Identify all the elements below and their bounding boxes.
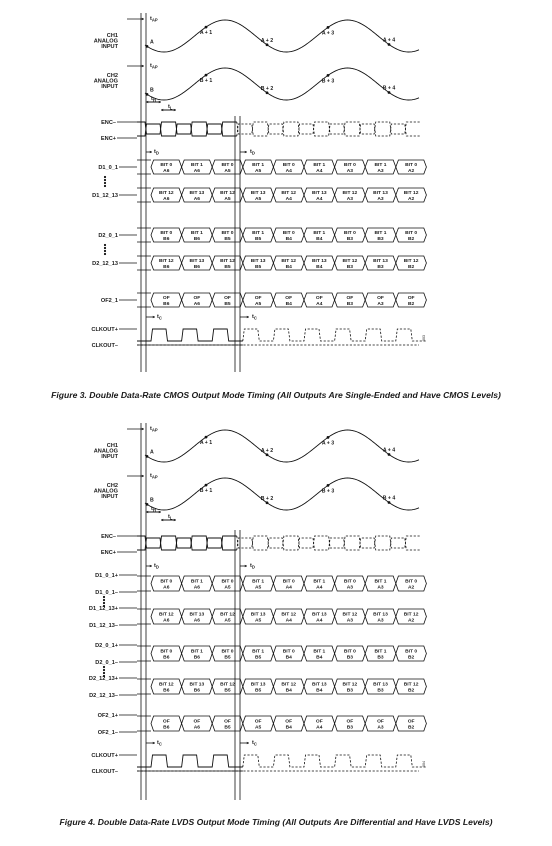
ellipsis-dot (103, 669, 105, 671)
bus-cell-text: BIT 12 A6 (158, 612, 174, 624)
bus-cell-text: BIT 0 B4 (282, 649, 295, 661)
clkout-plus-label: CLKOUT+ (91, 327, 118, 333)
bus-cell-text: BIT 0 A3 (343, 579, 356, 591)
arrow-head (142, 65, 144, 68)
arrow-head (245, 565, 247, 568)
sample-label: B + 4 (382, 85, 396, 92)
arrow-head (153, 316, 155, 319)
sample-point (266, 501, 269, 504)
bus-cell-text: OF A4 (315, 719, 323, 731)
bus-cell-text: BIT 13 B5 (250, 259, 266, 270)
enc-minus-label: ENC– (101, 120, 116, 126)
bus-cell-text: OF A3 (377, 719, 384, 731)
bus-cell-text: OF B3 (346, 296, 354, 307)
bus-cell-text: BIT 1 B5 (252, 649, 265, 661)
enc-minus-wave-future (237, 536, 421, 548)
arrow-head (142, 428, 144, 431)
t-c-label: $t_C$ (157, 314, 162, 321)
bus-idle (137, 576, 151, 591)
bus-cell-text: BIT 13 A4 (311, 612, 327, 624)
arrow-head (247, 316, 249, 319)
t-ap-label: $t_{AP}$ (150, 473, 158, 480)
ellipsis-dot (103, 672, 105, 674)
t-ap-label: $t_{AP}$ (150, 426, 158, 433)
sample-point (205, 74, 208, 77)
bus-cell-text: BIT 13 A6 (189, 612, 205, 624)
bus-cell-text: BIT 0 B6 (160, 231, 173, 242)
bus-label: D1_12_13 (92, 193, 118, 199)
t-d-label: $t_D$ (154, 149, 159, 156)
sample-point (205, 436, 208, 439)
bus-cell-text: BIT 13 A4 (311, 191, 327, 202)
clkout-plus-future (243, 329, 427, 341)
sample-point (327, 26, 330, 29)
figure-caption: Figure 3. Double Data-Rate CMOS Output Mode Timing (All Outputs Are Single-Ended and Have CMOS Levels) (51, 390, 501, 400)
bus-cell-text: BIT 0 B3 (343, 649, 356, 661)
bus-cell-text: OF B6 (162, 296, 170, 307)
bus-cell-text: BIT 0 B3 (343, 231, 356, 242)
bus-cell-text: BIT 13 B3 (373, 259, 388, 270)
bus-cell-text: BIT 13 B5 (250, 682, 266, 694)
clkout-plus-wave (137, 755, 243, 767)
bus-cell-text: BIT 0 A4 (282, 579, 295, 591)
sample-label: A (150, 449, 154, 456)
arrow-head (153, 742, 155, 745)
sample-point (388, 43, 391, 46)
bus-cell-text: BIT 1 A5 (252, 163, 265, 174)
bus-cell-text: BIT 0 B2 (405, 649, 418, 661)
bus-cell-text: BIT 1 B6 (190, 649, 203, 661)
clkout-plus-wave (137, 329, 243, 341)
arrow-head (142, 18, 144, 21)
bus-cell-text: BIT 1 B4 (313, 649, 326, 661)
bus-cell-text: BIT 0 A6 (160, 163, 173, 174)
bus-idle (137, 293, 151, 307)
enc-plus-label: ENC+ (100, 550, 116, 556)
bus-cell-text: BIT 1 A6 (190, 579, 203, 591)
bus-cell-text: BIT 1 A3 (374, 579, 387, 591)
bus-cell-text: BIT 12 B5 (220, 259, 235, 270)
sample-label: B + 4 (382, 495, 396, 502)
t-d-label: $t_D$ (250, 563, 255, 570)
bus-cell-text: BIT 1 B3 (374, 231, 387, 242)
bus-cell-text: BIT 0 A5 (221, 163, 234, 174)
bus-cell-text: BIT 1 B3 (374, 649, 387, 661)
bus-cell-text: OF A5 (254, 719, 262, 731)
enc-minus-label: ENC– (101, 534, 116, 540)
bus-label-plus: OF2_1+ (97, 713, 118, 719)
ch1-waveform (145, 20, 419, 52)
bus-cell-text: BIT 1 A3 (374, 163, 387, 174)
bus-cell-text: BIT 12 A6 (158, 191, 174, 202)
t-l-label: $t_L$ (168, 104, 173, 111)
bus-label-minus: D2_0_1– (95, 660, 118, 666)
ellipsis-dot (104, 253, 106, 255)
bus-cell-text: OF A4 (315, 296, 323, 307)
bus-label: D2_12_13 (92, 261, 118, 267)
sample-label: B + 3 (321, 488, 335, 495)
bus-cell-text: BIT 13 B6 (189, 259, 205, 270)
ellipsis-dot (103, 602, 105, 604)
bus-idle (137, 609, 151, 624)
ch1-waveform (145, 430, 419, 462)
bus-label: D2_0_1 (98, 233, 118, 239)
t-c-label: $t_C$ (157, 740, 162, 747)
bus-cell-text: BIT 12 A4 (281, 191, 297, 202)
bus-cell-text: BIT 1 A4 (313, 163, 326, 174)
sample-point (388, 501, 391, 504)
ellipsis-dot (104, 250, 106, 252)
bus-cell-text: BIT 13 A5 (250, 612, 266, 624)
bus-cell-text: BIT 12 B3 (342, 259, 358, 270)
bus-cell-text: BIT 13 A6 (189, 191, 205, 202)
bus-cell-text: OF A6 (193, 296, 201, 307)
sample-label: A + 3 (321, 440, 335, 447)
bus-label-minus: D2_12_13– (89, 693, 118, 699)
bus-idle (137, 188, 151, 202)
bus-cell-text: BIT 1 A5 (252, 579, 265, 591)
bus-cell-text: OF B4 (285, 719, 293, 731)
bus-cell-text: OF A3 (377, 296, 384, 307)
bus-cell-text: BIT 0 A3 (343, 163, 356, 174)
t-c-label: $t_C$ (252, 740, 257, 747)
bus-cell-text: BIT 12 B6 (158, 682, 174, 694)
bus-cell-text: BIT 12 A3 (342, 612, 358, 624)
bus-cell-text: BIT 0 B4 (282, 231, 295, 242)
t-h-label: $t_H$ (151, 506, 156, 513)
sample-label: A (150, 39, 154, 46)
sample-point (388, 453, 391, 456)
ellipsis-dot (104, 176, 106, 178)
bus-idle (137, 679, 151, 694)
ellipsis-dot (103, 666, 105, 668)
ch1-label: CH1 ANALOG INPUT (93, 443, 118, 461)
sample-label: B + 1 (199, 78, 213, 85)
figure-caption: Figure 4. Double Data-Rate LVDS Output Mode Timing (All Outputs Are Differential and Have LVDS Levels) (59, 817, 493, 827)
enc-plus-label: ENC+ (100, 136, 116, 142)
sample-point (327, 484, 330, 487)
sample-label: B + 2 (260, 85, 274, 92)
bus-cell-text: BIT 1 A4 (313, 579, 326, 591)
bus-label-minus: OF2_1– (97, 730, 118, 736)
bus-cell-text: BIT 1 A6 (190, 163, 203, 174)
bus-cell-text: OF B6 (162, 719, 170, 731)
ellipsis-dot (104, 179, 106, 181)
sample-label: A + 1 (199, 440, 213, 447)
bus-cell-text: BIT 0 B5 (221, 649, 234, 661)
t-d-label: $t_D$ (154, 563, 159, 570)
arrow-head (150, 565, 152, 568)
bus-cell-text: BIT 13 A3 (373, 612, 388, 624)
ellipsis-dot (104, 247, 106, 249)
enc-minus-wave-future (237, 122, 421, 134)
bus-idle (137, 160, 151, 174)
bus-cell-text: BIT 1 B6 (190, 231, 203, 242)
bus-label-minus: D1_12_13– (89, 623, 118, 629)
bus-cell-text: BIT 12 B5 (220, 682, 235, 694)
bus-cell-text: BIT 0 A4 (282, 163, 295, 174)
ellipsis-dot (103, 599, 105, 601)
bus-idle (137, 228, 151, 242)
clkout-plus-future (243, 755, 427, 767)
t-l-label: $t_L$ (168, 514, 173, 521)
figure-4 (60, 423, 493, 827)
bus-cell-text: BIT 12 A5 (220, 191, 235, 202)
bus-cell-text: BIT 13 A5 (250, 191, 266, 202)
clkout-minus-label: CLKOUT– (91, 343, 118, 349)
sample-label: B (150, 87, 154, 94)
bus-cell-text: BIT 0 A2 (405, 163, 418, 174)
bus-cell-text: BIT 0 A6 (160, 579, 173, 591)
bus-idle (137, 646, 151, 661)
bus-cell-text: OF B2 (407, 719, 415, 731)
enc-plus-wave-future (237, 124, 421, 136)
clkout-minus-label: CLKOUT– (91, 769, 118, 775)
bus-label-minus: D1_0_1– (95, 590, 118, 596)
bus-cell-text: BIT 0 B2 (405, 231, 418, 242)
bus-label: OF2_1 (100, 298, 118, 304)
sample-label: B + 3 (321, 78, 335, 85)
t-ap-label: $t_{AP}$ (150, 16, 158, 23)
bus-idle (137, 716, 151, 731)
bus-cell-text: BIT 1 B5 (252, 231, 265, 242)
sample-point (266, 43, 269, 46)
bus-cell-text: BIT 0 A2 (405, 579, 418, 591)
bus-cell-text: BIT 12 B4 (281, 259, 297, 270)
t-c-label: $t_C$ (252, 314, 257, 321)
bus-cell-text: BIT 1 B4 (313, 231, 326, 242)
bus-idle (137, 256, 151, 270)
bus-cell-text: BIT 13 A3 (373, 191, 388, 202)
ellipsis-dot (104, 244, 106, 246)
sample-point (266, 453, 269, 456)
bus-label-plus: D2_0_1+ (95, 643, 118, 649)
bus-cell-text: OF A5 (254, 296, 262, 307)
bus-label-plus: D2_12_13+ (88, 676, 118, 682)
bus-cell-text: BIT 12 B4 (281, 682, 297, 694)
bus-cell-text: BIT 0 A5 (221, 579, 234, 591)
bus-cell-text: BIT 0 B6 (160, 649, 173, 661)
figure-3 (51, 13, 501, 400)
bus-cell-text: BIT 13 B4 (311, 682, 327, 694)
sample-label: A + 2 (260, 37, 274, 44)
bus-cell-text: OF B3 (346, 719, 354, 731)
bus-cell-text: BIT 12 A5 (220, 612, 235, 624)
sample-label: A + 3 (321, 30, 335, 37)
sample-point (388, 91, 391, 94)
bus-cell-text: OF B5 (224, 296, 231, 307)
arrow-head (161, 109, 163, 112)
sample-point (327, 436, 330, 439)
ellipsis-dot (104, 185, 106, 187)
arrow-head (245, 151, 247, 154)
ch1-label: CH1 ANALOG INPUT (93, 33, 118, 51)
sample-point (327, 74, 330, 77)
bus-cell-text: BIT 13 B6 (189, 682, 205, 694)
bus-cell-text: OF B2 (407, 296, 415, 307)
ellipsis-dot (103, 596, 105, 598)
clkout-plus-label: CLKOUT+ (91, 753, 118, 759)
bus-cell-text: BIT 13 B3 (373, 682, 388, 694)
sample-label: A + 1 (199, 30, 213, 37)
bus-cell-text: OF B4 (285, 296, 293, 307)
sample-label: A + 2 (260, 447, 274, 454)
sample-point (266, 91, 269, 94)
sample-label: B (150, 497, 154, 504)
arrow-head (161, 519, 163, 522)
arrow-head (150, 151, 152, 154)
bus-cell-text: BIT 13 B4 (311, 259, 327, 270)
bus-cell-text: OF B5 (224, 719, 231, 731)
arrow-head (142, 475, 144, 478)
sample-label: B + 1 (199, 488, 213, 495)
figure-id: 004 (422, 761, 426, 767)
bus-cell-text: BIT 0 B5 (221, 231, 234, 242)
bus-label-plus: D1_12_13+ (88, 606, 118, 612)
t-d-label: $t_D$ (250, 149, 255, 156)
ch2-label: CH2 ANALOG INPUT (93, 483, 118, 501)
bus-label: D1_0_1 (98, 165, 118, 171)
bus-cell-text: BIT 12 B2 (403, 682, 419, 694)
figure-id: 003 (422, 335, 426, 341)
t-ap-label: $t_{AP}$ (150, 63, 158, 70)
bus-cell-text: BIT 12 B6 (158, 259, 174, 270)
sample-label: B + 2 (260, 495, 274, 502)
sample-label: A + 4 (382, 447, 396, 454)
bus-cell-text: BIT 12 A3 (342, 191, 358, 202)
bus-label-plus: D1_0_1+ (95, 573, 118, 579)
ch2-label: CH2 ANALOG INPUT (93, 73, 118, 91)
enc-plus-wave-future (237, 538, 421, 550)
bus-cell-text: BIT 12 B2 (403, 259, 419, 270)
bus-cell-text: BIT 12 B3 (342, 682, 358, 694)
bus-cell-text: OF A6 (193, 719, 201, 731)
ch2-waveform (145, 478, 419, 510)
arrow-head (247, 742, 249, 745)
sample-label: A + 4 (382, 37, 396, 44)
sample-point (205, 26, 208, 29)
sample-point (205, 484, 208, 487)
bus-cell-text: BIT 12 A4 (281, 612, 297, 624)
t-h-label: $t_H$ (151, 96, 156, 103)
ch2-waveform (145, 68, 419, 100)
bus-cell-text: BIT 12 A2 (403, 191, 419, 202)
ellipsis-dot (104, 182, 106, 184)
bus-cell-text: BIT 12 A2 (403, 612, 419, 624)
